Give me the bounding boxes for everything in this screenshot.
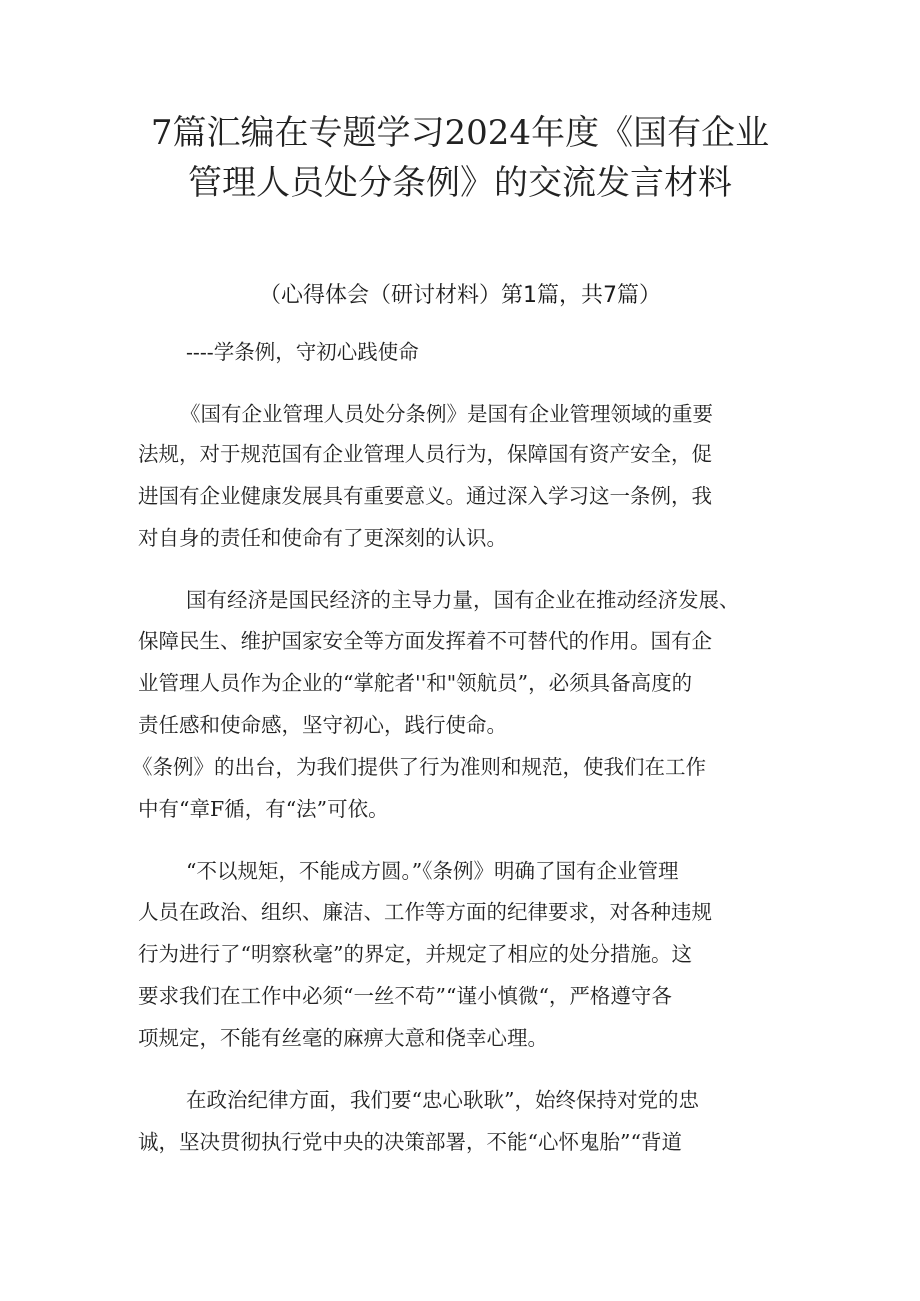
- text-line: “不以规矩，不能成方圆。”《条例》明确了国有企业管理: [186, 859, 679, 883]
- text-line: 对自身的责任和使命有了更深刻的认识。: [138, 526, 507, 550]
- text-line: 要求我们在工作中必须“一丝不苟”“谨小慎微“，严格遵守各: [138, 984, 672, 1008]
- text-line: 业管理人员作为企业的“掌舵者''和"领航员”，必须具备高度的: [138, 671, 693, 695]
- text-line: 《条例》的出台，为我们提供了行为准则和规范，使我们在工作: [132, 755, 706, 779]
- text-line: 在政治纪律方面，我们要“忠心耿耿”，始终保持对党的忠: [186, 1088, 699, 1112]
- document-title-line-2: 管理人员处分条例》的交流发言材料: [188, 163, 732, 203]
- text-line: 项规定，不能有丝毫的麻痹大意和侥幸心理。: [138, 1026, 548, 1050]
- text-line: 保障民生、维护国家安全等方面发挥着不可替代的作用。国有企: [138, 629, 712, 653]
- text-line: 行为进行了“明察秋毫”的界定，并规定了相应的处分措施。这: [138, 942, 692, 966]
- text-line: 进国有企业健康发展具有重要意义。通过深入学习这一条例，我: [138, 484, 712, 508]
- text-line: 国有经济是国民经济的主导力量，国有企业在推动经济发展、: [186, 588, 740, 612]
- text-line: 《国有企业管理人员处分条例》是国有企业管理领域的重要: [180, 402, 713, 426]
- document-title-line-1: 7篇汇编在专题学习2024年度《国有企业: [150, 113, 770, 153]
- text-line: 法规，对于规范国有企业管理人员行为，保障国有资产安全，促: [138, 442, 712, 466]
- text-line: 诚，坚决贯彻执行党中央的决策部署，不能“心怀鬼胎”“背道: [138, 1130, 682, 1154]
- text-line: 责任感和使命感，坚守初心，践行使命。: [138, 713, 507, 737]
- text-line: 中有“章F循，有“法”可依。: [138, 797, 389, 821]
- text-line: 人员在政治、组织、廉洁、工作等方面的纪律要求，对各种违规: [138, 900, 712, 924]
- document-subtitle: （心得体会（研讨材料）第1篇，共7篇）: [259, 283, 661, 308]
- text-line: ----学条例，守初心践使命: [186, 340, 419, 364]
